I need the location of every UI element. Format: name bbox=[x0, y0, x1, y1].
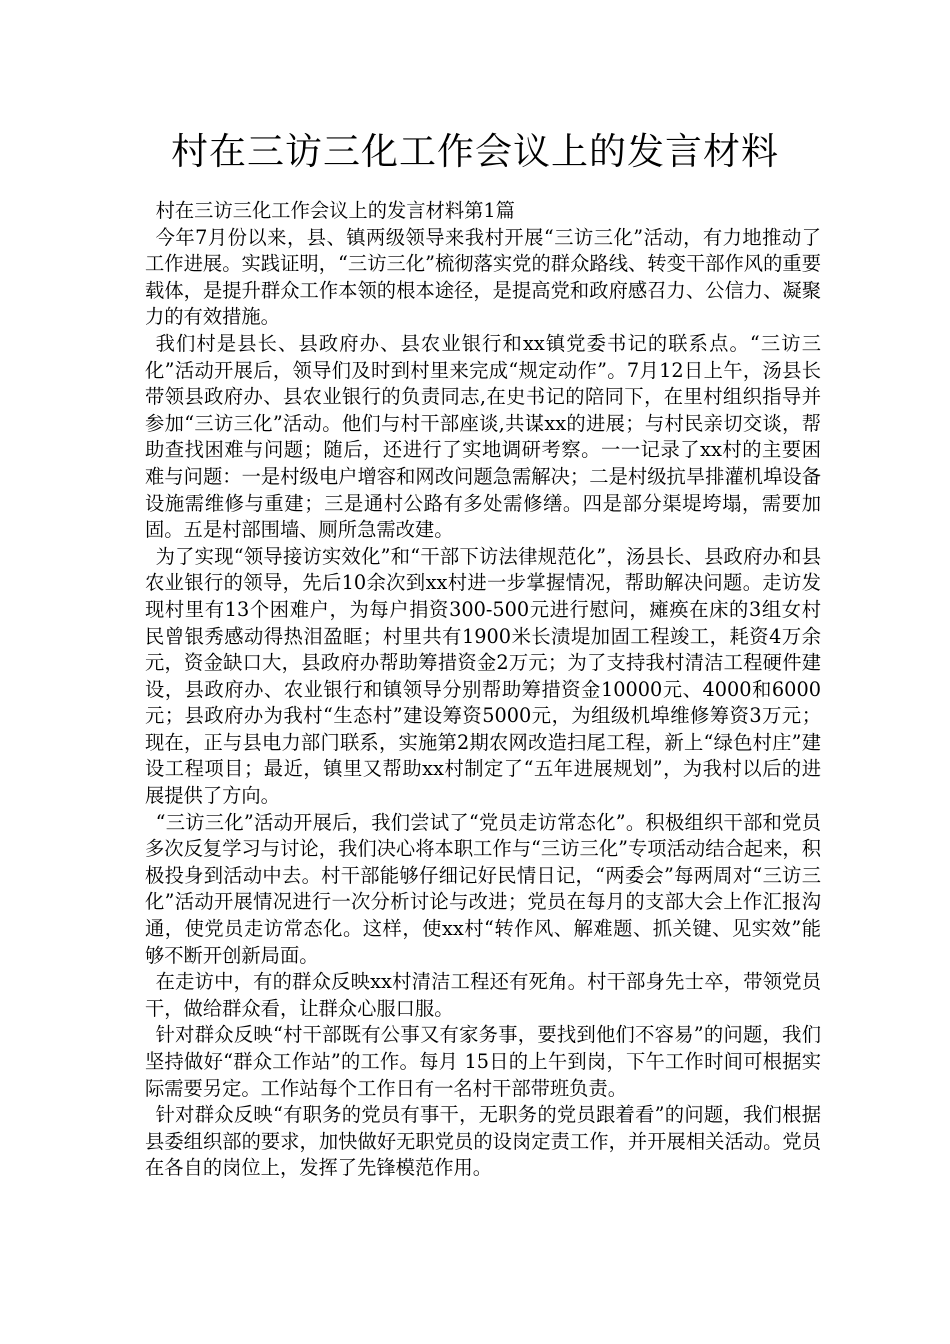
document-title: 村在三访三化工作会议上的发言材料 bbox=[171, 130, 779, 173]
paragraph-3: 为了实现“领导接访实效化”和“干部下访法律规范化”，汤县长、县政府办和县农业银行的领导，先后10余次到xx村进一步掌握情况，帮助解决问题。走访发现村里有13个困难户，为每户捐资300-500元进行慰问，瘫痪在床的3组女村民曾银秀感动得热泪盈眶；村里共有1900米长渍堤加固工程竣工，耗资4万余元，资金缺口大，县政府办帮助筹措资金2万元；为了支持我村清洁工程硬件建设，县政府办、农业银行和镇领导分别帮助筹措资金10000元、4000和6000元；县政府办为我村“生态村”建设筹资5000元，为组级机埠维修筹资3万元；现在，正与县电力部门联系，实施第2期农网改造扫尾工程，新上“绿色村庄”建设工程项目；最近，镇里又帮助xx村制定了“五年进展规划”，为我村以后的进展提供了方向。 bbox=[145, 544, 821, 808]
paragraph-4: “三访三化”活动开展后，我们尝试了“党员走访常态化”。积极组织干部和党员多次反复学习与讨论，我们决心将本职工作与“三访三化”专项活动结合起来，积极投身到活动中去。村干部能够仔细记好民情日记，“两委会”每两周对“三访三化”活动开展情况进行一次分析讨论与改进；党员在每月的支部大会上作汇报沟通，使党员走访常态化。这样，使xx村“转作风、解难题、抓关键、见实效”能够不断开创新局面。 bbox=[145, 810, 821, 967]
paragraph-7: 针对群众反映“有职务的党员有事干，无职务的党员跟着看”的问题，我们根据县委组织部的要求，加快做好无职党员的设岗定责工作，并开展相关活动。党员在各自的岗位上，发挥了先锋模范作用。 bbox=[145, 1103, 821, 1180]
paragraph-6: 针对群众反映“村干部既有公事又有家务事，要找到他们不容易”的问题，我们坚持做好“群众工作站”的工作。每月 15日的上午到岗，下午工作时间可根据实际需要另定。工作站每个工作日有一名村干部带班负责。 bbox=[145, 1023, 821, 1100]
document-body bbox=[145, 198, 821, 1182]
section-heading: 村在三访三化工作会议上的发言材料第1篇 bbox=[155, 199, 515, 222]
paragraph-1: 今年7月份以来，县、镇两级领导来我村开展“三访三化”活动，有力地推动了工作进展。实践证明，“三访三化”梳彻落实党的群众路线、转变干部作风的重要载体，是提升群众工作本领的根本途径，是提高党和政府感召力、公信力、凝聚力的有效措施。 bbox=[145, 225, 821, 329]
paragraph-5: 在走访中，有的群众反映xx村清洁工程还有死角。村干部身先士卒，带领党员干，做给群众看，让群众心服口服。 bbox=[145, 970, 821, 1020]
paragraph-2: 我们村是县长、县政府办、县农业银行和xx镇党委书记的联系点。“三访三化”活动开展后，领导们及时到村里来完成“规定动作”。7月12日上午，汤县长带领县政府办、县农业银行的负责同志,在史书记的陪同下，在里村组织指导并参加“三访三化”活动。他们与村干部座谈,共谋xx的进展；与村民亲切交谈，帮助查找困难与问题；随后，还进行了实地调研考察。一一记录了xx村的主要困难与问题：一是村级电户增容和网改问题急需解决；二是村级抗旱排灌机埠设备设施需维修与重建；三是通村公路有多处需修缮。四是部分渠堤垮塌，需要加固。五是村部围墙、厕所急需改建。 bbox=[145, 331, 821, 542]
